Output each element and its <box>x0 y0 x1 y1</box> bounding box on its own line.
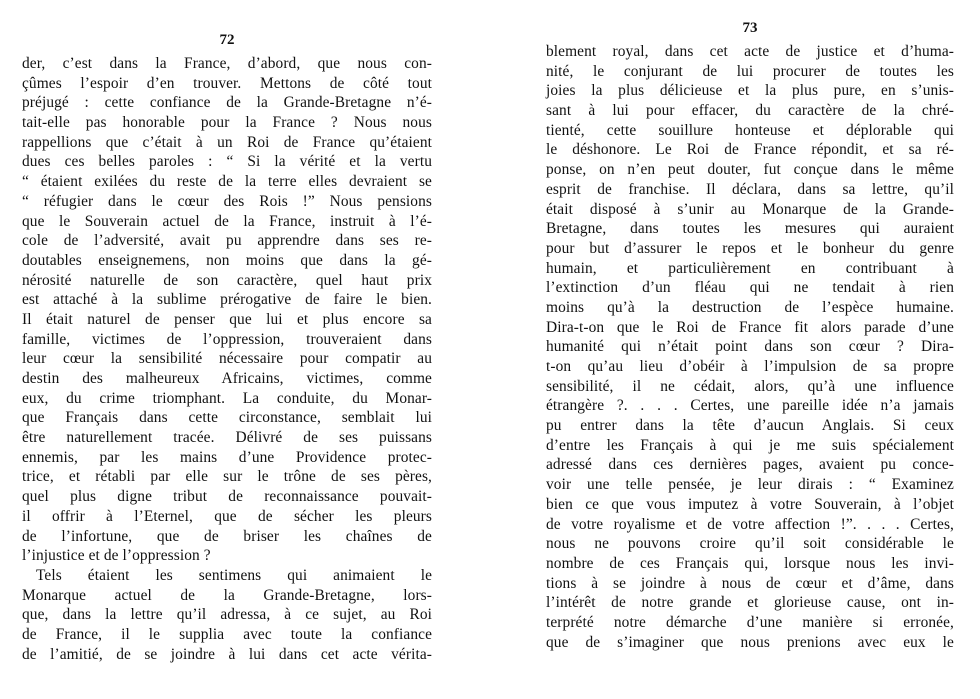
page-number: 72 <box>219 32 235 48</box>
page-number: 73 <box>742 20 758 36</box>
text-line: pu entrer dans la tête d’aucun Anglais. Si ceux <box>546 417 954 435</box>
text-line: Tels étaient les sentimens qui animaient le <box>36 566 432 584</box>
text-line: esprit de franchise. Il déclara, dans sa lettre, qu’il <box>546 180 954 198</box>
text-line: d’entre les Français à qui je me suis spécialement <box>546 436 954 454</box>
text-line: “ étaient exilées du reste de la terre elles devraient se <box>22 173 432 191</box>
text-line: Monarque actuel de la Grande-Bretagne, lors- <box>22 586 432 604</box>
text-line: ponse, on n’en peut douter, fut conçue dans le même <box>546 161 954 179</box>
text-line: Il était naturel de penser que lui et plus encore sa <box>22 310 432 328</box>
text-line: Bretagne, dans toutes les mesures qui auraient <box>546 220 954 238</box>
text-line: nombre de ces Français qui, lorsque nous les invi- <box>546 554 954 572</box>
text-line: tions à se joindre à nous de cœur et d’âme, dans <box>546 574 954 592</box>
text-line: que, dans la lettre qu’il adressa, à ce sujet, au Roi <box>22 606 432 624</box>
text-line: était disposé à s’unir au Monarque de la Grande- <box>546 200 954 218</box>
text-line: nous ne pouvons croire qu’il soit considérable le <box>546 535 954 553</box>
text-line: sant à lui pour effacer, du caractère de la chré- <box>546 102 954 120</box>
text-line: Dira-t-on que le Roi de France fit alors parade d’une <box>546 318 954 336</box>
text-line: “ réfugier dans le cœur des Rois !” Nous pensions <box>22 192 432 210</box>
text-line: l’extinction d’un fléau qui ne tendait à rien <box>546 279 954 297</box>
text-line: terprété notre démarche d’une manière si erronée, <box>546 613 954 631</box>
text-line: être naturellement tracée. Délivré de ses puissans <box>22 429 432 447</box>
text-line: voir une telle pensée, je leur dirais : “ Examinez <box>546 476 954 494</box>
text-line: moins qu’à la destruction de l’espèce humaine. <box>546 298 954 316</box>
text-line: bien ce que vous imputez à votre Souverain, à l’objet <box>546 495 954 513</box>
text-line: destin des malheureux Africains, victimes, comme <box>22 370 432 387</box>
text-line: adressé dans ces dernières pages, avaient pu conce- <box>546 456 954 474</box>
text-line: l’injustice et de l’oppression ? <box>22 547 211 565</box>
text-line: que le Souverain actuel de la France, instruit à l’é- <box>22 212 432 230</box>
text-line: de votre royalisme et de votre affection !”. . . . Certes, <box>546 515 954 533</box>
text-line: nité, le conjurant de lui procurer de toutes les <box>546 62 954 80</box>
text-line: trice, et rétabli par elle sur le trône de ses pères, <box>22 468 432 486</box>
text-line: tait-elle pas honorable pour la France ? Nous nous <box>22 114 432 132</box>
text-line: ennemis, par les mains d’une Providence protec- <box>22 448 432 466</box>
text-line: de France, il le supplia avec toute la confiance <box>22 625 432 643</box>
text-block <box>22 54 432 664</box>
text-block <box>546 42 954 652</box>
text-line: doutables enseignemens, non moins que dans la gé- <box>22 251 432 269</box>
text-line: que Français dans cette circonstance, semblait lui <box>22 409 432 427</box>
text-line: que de s’imaginer que nous prenions avec eux le <box>546 633 954 651</box>
text-line: préjugé : cette confiance de la Grande-Bretagne n’é- <box>22 94 432 112</box>
text-line: de l’infortune, que de briser les chaînes de <box>22 527 432 545</box>
text-line: t-on qu’au lieu d’obéir à l’impulsion de sa propre <box>546 358 954 375</box>
text-line: est attaché à la sublime prérogative de faire le bien. <box>22 291 432 309</box>
text-line: humain, et particulièrement en contribuant à <box>546 259 954 277</box>
text-line: der, c’est dans la France, d’abord, que nous con- <box>22 55 432 72</box>
text-line: nérosité naturelle de son caractère, quel haut prix <box>22 271 432 289</box>
text-line: de l’amitié, de se joindre à lui dans cet acte vérita- <box>22 645 432 663</box>
text-line: quel plus digne tribut de reconnaissance pouvait- <box>22 488 432 506</box>
text-line: çûmes l’espoir d’en trouver. Mettons de côté tout <box>22 74 432 92</box>
text-line: humanité qui n’était point dans son cœur ? Dira- <box>546 338 954 356</box>
text-line: rappellions que c’était à un Roi de France qu’étaient <box>22 133 432 151</box>
text-line: l’intérêt de notre grande et glorieuse cause, ont in- <box>546 594 954 612</box>
text-line: le déshonore. Le Roi de France répondit, et sa ré- <box>546 141 954 159</box>
text-line: sensibilité, il ne cédait, alors, qu’à une influence <box>546 377 954 395</box>
text-line: leur cœur la sensibilité nécessaire pour compatir au <box>22 350 432 368</box>
text-line: joies la plus délicieuse et la plus pure, en s’unis- <box>546 82 954 100</box>
text-line: blement royal, dans cet acte de justice et d’huma- <box>546 43 954 60</box>
text-line: cole de l’adversité, avait pu apprendre dans ses re- <box>22 232 432 250</box>
text-line: étrangère ?. . . . Certes, une pareille idée n’a jamais <box>546 397 954 415</box>
text-line: dues ces belles paroles : “ Si la vérité et la vertu <box>22 153 432 171</box>
text-line: pour but d’assurer le repos et le bonheur du genre <box>546 239 954 257</box>
text-line: il offrir à l’Eternel, que de sécher les pleurs <box>22 507 432 525</box>
text-line: tienté, cette souillure honteuse et déplorable qui <box>546 121 954 139</box>
text-line: famille, victimes de l’oppression, trouveraient dans <box>22 330 432 348</box>
text-line: eux, du crime triomphant. La conduite, du Monar- <box>22 389 432 407</box>
